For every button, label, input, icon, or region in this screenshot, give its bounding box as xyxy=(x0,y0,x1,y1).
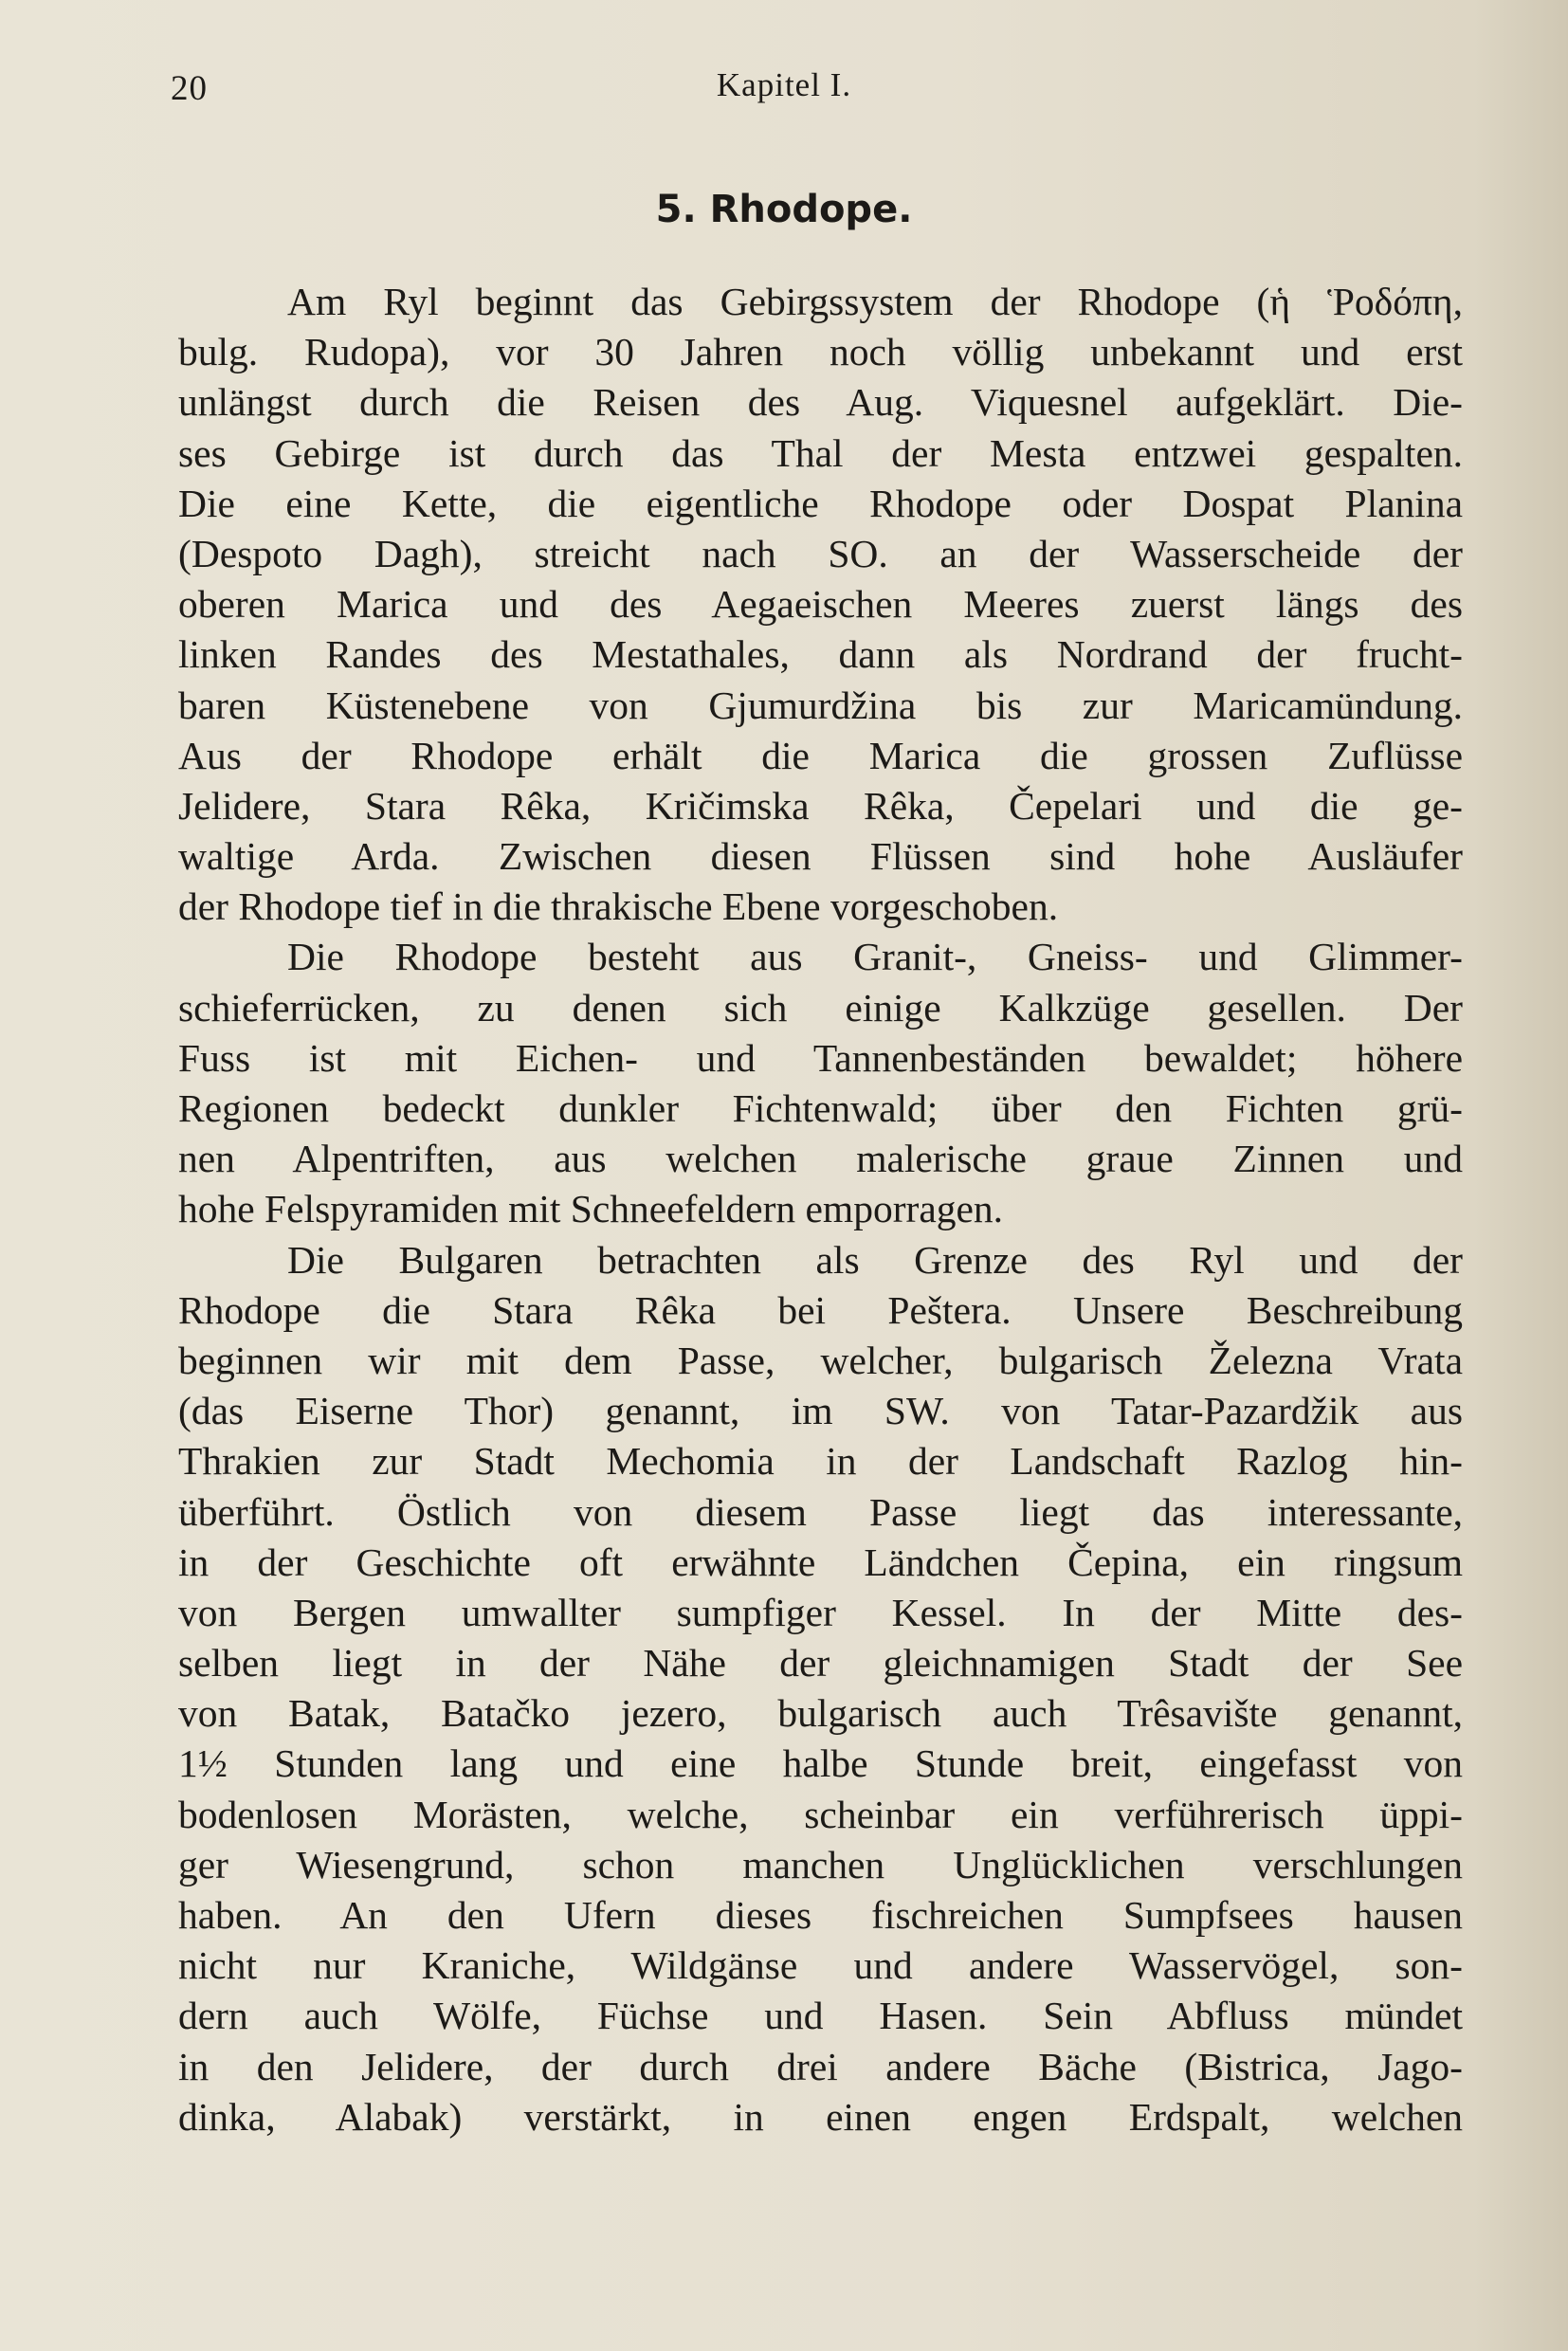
text-line: ger Wiesengrund, schon manchen Unglücklichen verschlungen xyxy=(178,1842,1463,1886)
text-line: bulg. Rudopa), vor 30 Jahren noch völlig unbekannt und erst xyxy=(178,330,1463,374)
text-line: Fuss ist mit Eichen- und Tannenbeständen bewaldet; höhere xyxy=(178,1035,1463,1080)
text-line: nen Alpentriften, aus welchen malerische graue Zinnen und xyxy=(178,1137,1463,1181)
text-line: Die Bulgaren betrachten als Grenze des Ryl und der xyxy=(287,1237,1463,1282)
text-line: waltige Arda. Zwischen diesen Flüssen sind hohe Ausläufer xyxy=(178,834,1463,879)
text-line: in der Geschichte oft erwähnte Ländchen Čepina, ein ringsum xyxy=(178,1540,1463,1584)
page-number: 20 xyxy=(171,69,208,108)
text-line: oberen Marica und des Aegaeischen Meeres zuerst längs des xyxy=(178,582,1463,627)
text-line: 1½ Stunden lang und eine halbe Stunde breit, eingefasst von xyxy=(178,1741,1463,1786)
text-line: (Despoto Dagh), streicht nach SO. an der Wasserscheide der xyxy=(178,531,1463,575)
text-line: Thrakien zur Stadt Mechomia in der Landschaft Razlog hin- xyxy=(178,1439,1463,1484)
text-line: haben. An den Ufern dieses fischreichen Sumpfsees hausen xyxy=(178,1893,1463,1937)
section-title: 5. Rhodope. xyxy=(655,188,913,231)
text-line: Am Ryl beginnt das Gebirgssystem der Rhodope (ἡ Ῥοδόπη, xyxy=(287,280,1463,323)
text-line: hohe Felspyramiden mit Schneefeldern emporragen. xyxy=(178,1187,1004,1231)
text-line: in den Jelidere, der durch drei andere Bäche (Bistrica, Jago- xyxy=(178,2044,1463,2088)
text-line: linken Randes des Mestathales, dann als Nordrand der frucht- xyxy=(178,632,1463,677)
text-line: Rhodope die Stara Rêka bei Peštera. Unsere Beschreibung xyxy=(178,1287,1463,1332)
running-head: Kapitel I. xyxy=(716,66,852,103)
text-line: von Bergen umwallter sumpfiger Kessel. In der Mitte des- xyxy=(178,1590,1463,1634)
body-text xyxy=(178,277,1463,2142)
text-line: dern auch Wölfe, Füchse und Hasen. Sein Abfluss mündet xyxy=(178,1994,1463,2038)
text-line: selben liegt in der Nähe der gleichnamigen Stadt der See xyxy=(178,1641,1463,1686)
text-line: überführt. Östlich von diesem Passe liegt das interessante, xyxy=(178,1489,1463,1534)
text-line: baren Küstenebene von Gjumurdžina bis zur Maricamündung. xyxy=(178,683,1463,727)
text-line: dinka, Alabak) verstärkt, in einen engen Erdspalt, welchen xyxy=(178,2094,1463,2139)
text-line: (das Eiserne Thor) genannt, im SW. von Tatar-Pazardžik aus xyxy=(178,1389,1463,1433)
text-line: nicht nur Kraniche, Wildgänse und andere Wasservögel, son- xyxy=(178,1943,1463,1988)
text-line: schieferrücken, zu denen sich einige Kalkzüge gesellen. Der xyxy=(178,985,1463,1030)
text-line: Aus der Rhodope erhält die Marica die grossen Zuflüsse xyxy=(178,733,1463,777)
text-line: unlängst durch die Reisen des Aug. Viquesnel aufgeklärt. Die- xyxy=(178,380,1463,425)
text-line: ses Gebirge ist durch das Thal der Mesta entzwei gespalten. xyxy=(178,430,1463,475)
text-line: Regionen bedeckt dunkler Fichtenwald; über den Fichten grü- xyxy=(178,1086,1463,1130)
text-line: Die eine Kette, die eigentliche Rhodope oder Dospat Planina xyxy=(178,481,1463,525)
text-line: der Rhodope tief in die thrakische Ebene vorgeschoben. xyxy=(178,884,1059,929)
text-line: Jelidere, Stara Rêka, Kričimska Rêka, Čepelari und die ge- xyxy=(178,783,1463,828)
text-line: von Batak, Batačko jezero, bulgarisch auch Trêsavište genannt, xyxy=(178,1691,1463,1736)
text-line: beginnen wir mit dem Passe, welcher, bulgarisch Železna Vrata xyxy=(178,1338,1463,1382)
text-line: bodenlosen Morästen, welche, scheinbar ein verführerisch üppi- xyxy=(178,1792,1463,1836)
text-line: Die Rhodope besteht aus Granit-, Gneiss- und Glimmer- xyxy=(287,935,1463,979)
